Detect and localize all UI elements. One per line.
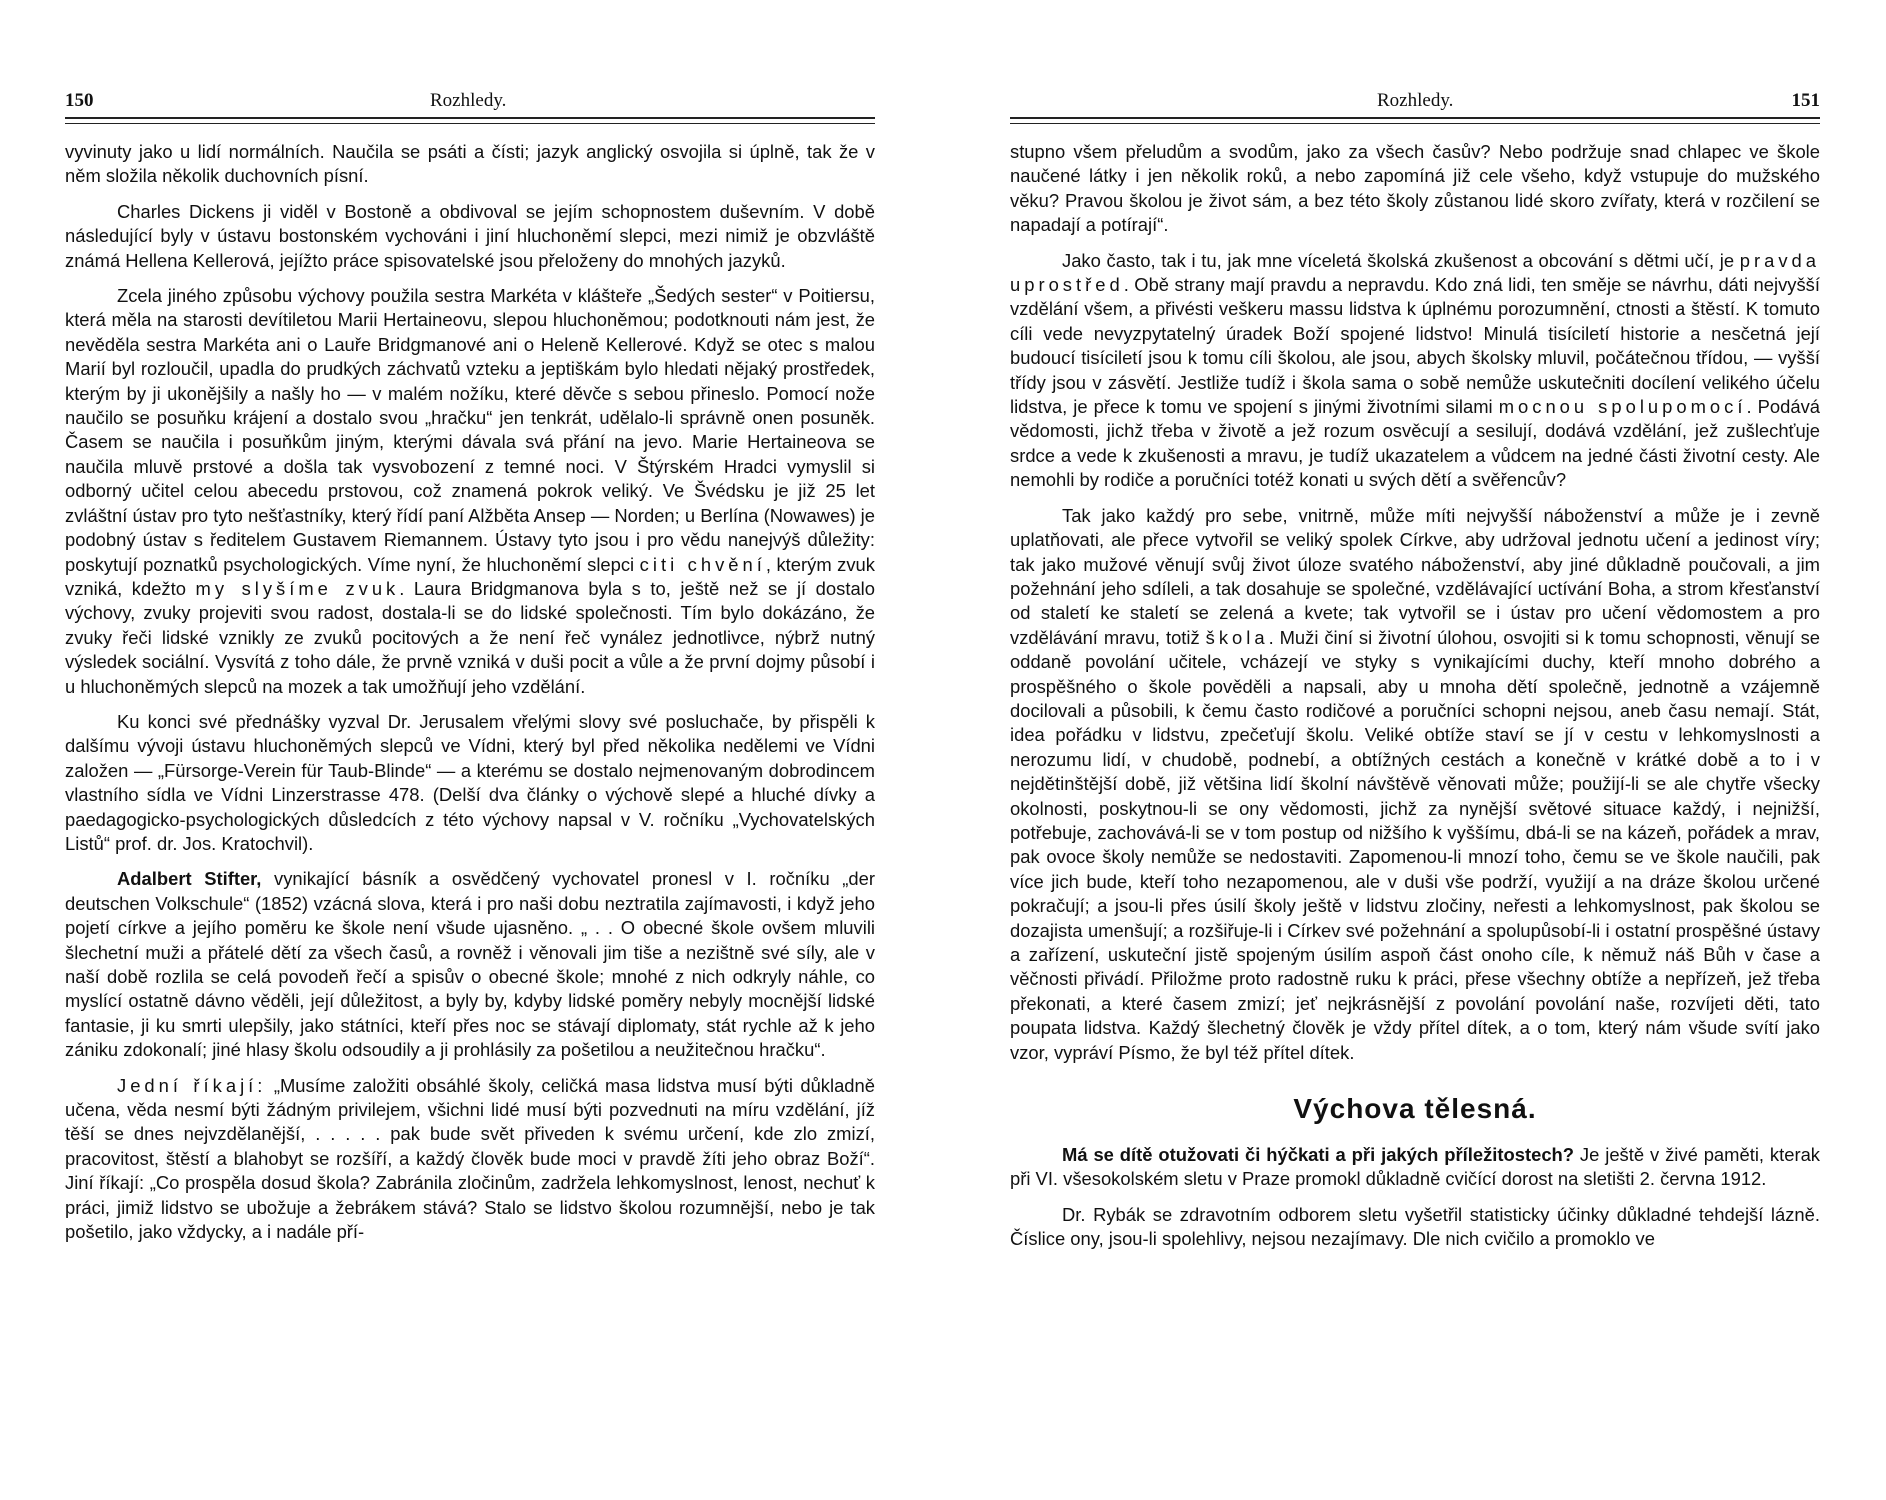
- text-run: Zcela jiného způsobu výchovy použila sestra Markéta v klášteře „Šedých sester“ v Poitiersu, která měla na starosti devítiletou Marii Hertaineovu, slepou hluchoněmou; podotknouti nám jest, že nevěděla sestra Markéta ani o Lauře Bridgmanové ani o Heleně Kellerové. Když se otec s malou Marií byl rozloučil, upadla do prudkých záchvatů vzteku a jeptiškám bylo hledati nějaký prostředek, kterým by ji ukonějšily a našly ho — v malém nožíku, které děvče s sebou přineslo. Pomocí nože naučilo se posuňku krájení a dostalo svou „hračku“ jen tenkrát, udělalo-li správně onen posuněk. Časem se naučila i posuňkům jiným, kterými dávala svá přání na jevo. Marie Hertaineova se naučila mluvě prstové a došla tak vysvobození z temné noci. V Štýrském Hradci vymyslil si odborný učitel celou abecedu prstovou, což znamená pokrok veliký. Ve Švédsku je již 25 let zvláštní ústav pro tyto nešťastníky, který řídí paní Alžběta Ansep — Norden; u Berlína (Nowawes) je podobný ústav s ředitelem Gustavem Riemannem. Ústavy tyto jsou i pro vědu nanejvýš důležity: poskytují poznatků psychologických. Víme nyní, že hluchoněmí slepci: [65, 285, 875, 575]
- paragraph: [65, 867, 875, 1062]
- text-run: . Laura Bridgmanova byla s to, ještě než se jí dostalo výchovy, zvuky projeviti svou radost, dostala-li se do lidské společnosti. Tím bylo dokázáno, že zvuky řeči lidské vznikly ze zvuků pocitových a že není řeč vynález jednotlivce, nýbrž nutný výsledek sociální. Vysvítá z toho dále, že prvně vzniká v duši pocit a vůle a že první dojmy působí i u hluchoněmých slepců na mozek a tak umožňují jeho vzdělání.: [65, 577, 875, 697]
- spaced-emphasis: mocnou spolupomocí: [1498, 396, 1747, 418]
- running-title: Rozhledy.: [1377, 90, 1454, 111]
- bold-lead: Má se dítě otužovati či hýčkati a při jakých příležitostech?: [1062, 1144, 1575, 1166]
- paragraph: Ku konci své přednášky vyzval Dr. Jerusalem vřelými slovy své posluchače, by přispěli k dalšímu vývoji ústavu hluchoněmých slepců ve Vídni, který byl před několika nedělemi ve Vídni založen — „Fürsorge-Verein für Taub-Blinde“ — a kterému se dostalo nejmenovaným dobrodincem vlastního sídla ve Vídni Linzerstrasse 478. (Delší dva články o výchově slepé a hluché dívky a paedagogicko-psychologických důsledcích z této výchovy napsal v V. ročníku „Vychovatelských Listů“ prof. dr. Jos. Kratochvil).: [65, 710, 875, 854]
- left-page: [65, 85, 875, 1475]
- page-number: 151: [1791, 90, 1820, 111]
- header-rule: [1010, 117, 1820, 124]
- paragraph: vyvinuty jako u lidí normálních. Naučila se psáti a čísti; jazyk anglický osvojila si úplně, tak že v něm složila několik duchovních písní.: [65, 141, 875, 187]
- spaced-emphasis: škola: [1205, 626, 1269, 648]
- running-title: Rozhledy.: [430, 90, 507, 111]
- text-run: . Podává vědomosti, jichž třeba v životě a jež rozum osvěcují a sesilují, dodává vzdělání, jež zušlechťuje srdce a vede k zkušenosti a mravu, je tudíž ukazatelem a vůdcem na jedné části životní cesty. Ale nemohli by rodiče a poručníci totéž konati u svých dětí a svěřencův?: [1010, 396, 1820, 491]
- paragraph: Dr. Rybák se zdravotním odborem sletu vyšetřil statisticky účinky důkladné tehdejší lázně. Číslice ony, jsou-li spolehlivy, nejsou nezajímavy. Dle nich cvičilo a promoklo ve: [1010, 1203, 1820, 1250]
- text-run: Jako často, tak i tu, jak mne víceletá školská zkušenost a obcování s dětmi učí, je: [1062, 249, 1735, 271]
- text-run: Je ještě v živé paměti, kterak při VI. všesokolském sletu v Praze promokl důkladně cvičící dorost na sletišti 2. června 1912.: [1010, 1144, 1820, 1190]
- paragraph: [65, 284, 875, 699]
- section-title: Výchova tělesná.: [1293, 1093, 1537, 1125]
- text-run: . Muži činí si životní úlohou, osvojiti si k tomu schopnosti, věnují se oddaně povolání učitele, vcházejí ve styky s vynikajícími duchy, kteří mnoho dobrého a prospěšného o škole pověděli a napsali, aby u mnoha dětí společně, jednotně a vzájemně docilovali a působili, k čemu často rodičové a poručníci schopni nejsou, aneb času nemají. Stát, idea pořádku v lidstvu, zpečeťují školu. Veliké obtíže staví se jí v cestu v lehkomyslnosti a nerozumu lidí, v chudobě, podnebí, a obtížných cestách a konečně v krátké době a to i v nejdětinštější době, již většina lidí školní návštěvě věnovati může; použijí-li se ale chytře všecky okolnosti, poskytnou-li se ony vědomosti, jichž za nynější světové situace každý, i nejnižší, potřebuje, zachovává-li se v tom postup od nižšího k vyššímu, dbá-li se na kázeň, pořádek a mrav, pak ovoce školy nemůže se nedostaviti. Zapomenou-li mnozí toho, čemu se ve škole naučili, pak více jich bude, kteří toho nezapomenou, ale v duši vše podrží, využijí a na dráze školou určené pokračují; a jsou-li přes úsilí školy ještě v lidstvu zločiny, neřesti a lehkomyslnost, pak školou se dozajista umenšují; a rozšiřuje-li i Církev své požehnání a spolupůsobí-li i ostatní prospěšné ústavy a zařízení, uskuteční jistě spojeným úsilím aspoň část onoho cíle, k němuž náš Bůh v čase a věčnosti přivádí. Přiložme proto radostně ruku k práci, přese všechny obtíže a nepřízeň, jež třeba překonati, a které časem zmizí; jeť nejkrásnější z povolání povolání naše, rozvíjeti děti, tato poupata lidstva. Každý šlechetný člověk je vždy přítel dítek, a o tom, který nám všude svítí jako vzor, vypráví Písmo, že byl též přítel dítek.: [1010, 626, 1820, 1063]
- paragraph: [65, 1074, 875, 1245]
- paragraph: stupno všem přeludům a svodům, jako za všech časův? Nebo podržuje snad chlapec ve škole naučené látky i jen několik roků, a nebo zapomíná již cele všeho, když vstupuje do mužského věku? Pravou školou je život sám, a bez této školy zůstanou lidé skoro zvířaty, která v rozčilení se napadají a potírají“.: [1010, 141, 1820, 236]
- spaced-emphasis: pravda uprostřed: [1010, 249, 1820, 296]
- paragraph: Charles Dickens ji viděl v Bostoně a obdivoval se jejím schopnostem duševním. V době následující byly v ústavu bostonském vychováni i jiní hluchoněmí slepci, mezi nimiž je obzvláště známá Hellena Kellerová, jejížto práce spisovatelské jsou přeloženy do mnohých jazyků.: [65, 200, 875, 271]
- spaced-emphasis: my slyšíme zvuk: [195, 577, 400, 599]
- page-number: 150: [65, 90, 94, 111]
- text-run: Tak jako každý pro sebe, vnitrně, může míti nejvyšší náboženství a může je i zevně uplatňovati, ale přece vytvořil se veliký spolek Církve, aby udržoval jednotu učení a jedinost víry; tak jako mužové věnují svůj život úloze svatého náboženství, aby jiné důkladně poučovali, a jim požehnání jeho sdíleli, a tak dosahuje se společné, vzdělávající uctívání Boha, a strom křesťanství od staletí ke staletí se zelená a kvete; tak vytvořil se i ústav pro učení vědomostem a pro vzdělávání mravu, totiž: [1010, 504, 1820, 648]
- paragraph: [1010, 249, 1820, 493]
- text-run: „Musíme založiti obsáhlé školy, celičká masa lidstva musí býti důkladně učena, věda nesmí býti žádným privilejem, všichni lidé musí býti pozvednuti na míru vzdělání, jíž těší se dnes nejvzdělanější, . . . . . pak bude svět přiveden k svému určení, kde zlo zmizí, pracovitost, štěstí a blahobyt se rozšíří, a každý člověk bude moci v pravdě žíti jeho obraz Boží“. Jiní říkají: „Co prospěla dosud škola? Zabránila zločinům, zadržela lehkomyslnost, lenost, nechuť k práci, jimiž lidstvo se ubožuje a žebrákem stává? Stalo se lidstvo školou rozumnější, nebo je tak pošetilo, jako vždycky, a i nadále pří-: [65, 1074, 875, 1243]
- text-run: , kterým zvuk vzniká, kdežto: [65, 553, 875, 599]
- paragraph: [1010, 1143, 1820, 1192]
- spaced-emphasis: Jední říkají:: [117, 1074, 267, 1096]
- running-head: [65, 85, 875, 117]
- page-body: [65, 140, 875, 1244]
- page-body: [1010, 140, 1820, 1252]
- paragraph: [1010, 504, 1820, 1065]
- running-head: [1010, 85, 1820, 117]
- text-run: vynikající básník a osvědčený vychovatel pronesl v I. ročníku „der deutschen Volkschule“ (1852) vzácná slova, která i pro naši dobu neztratila zajímavosti, i když jeho pojetí církve a jejího poměru ke škole není všude ujasněno. „ . . O obecné škole ovšem mluvili šlechetní muži a přátelé dětí za všech časů, a rovněž i věnovali jim tiše a nezištně své síly, ale v naší době rozlila se celá povodeň řečí a spisův o obecné škole; mnohé z nich odkryly náhle, co myslící ostatně dávno věděli, její důležitost, a byly by, kdyby lidské poměry nebyly mocnější lidské fantasie, ji ku smrti ulepšily, jako státníci, kteří přes noc se stávají diplomaty, stát rychle až k jeho zániku zdokonalí; jiné hlasy školu odsoudily a ji prohlásily za pošetilou a neužitečnou hračku“.: [65, 868, 875, 1061]
- bold-name: Adalbert Stifter,: [117, 868, 262, 890]
- spaced-emphasis: citi chvění: [639, 553, 766, 575]
- text-run: . Obě strany mají pravdu a nepravdu. Kdo zná lidi, ten směje se návrhu, dáti nejvyšší vzdělání všem, a přivésti veškeru massu lidstva k úplnému porozumnění, ctnosti a štěstí. K tomuto cíli vede nevyzpytatelný úradek Boží spojené lidstvo! Minulá tisíciletí historie a nesčetná její budoucí tisíciletí jsou k tomu cíli školou, ale jsou, abych školsky mluvil, počátečnou třídou, — vyšší třídy jsou v zásvětí. Jestliže tudíž i škola sama o sobě nemůže uskutečniti docílení velikého účelu lidstva, je přece k tomu ve spojení s jinými životními silami: [1010, 274, 1820, 418]
- header-rule: [65, 117, 875, 124]
- right-page: [1010, 85, 1820, 1475]
